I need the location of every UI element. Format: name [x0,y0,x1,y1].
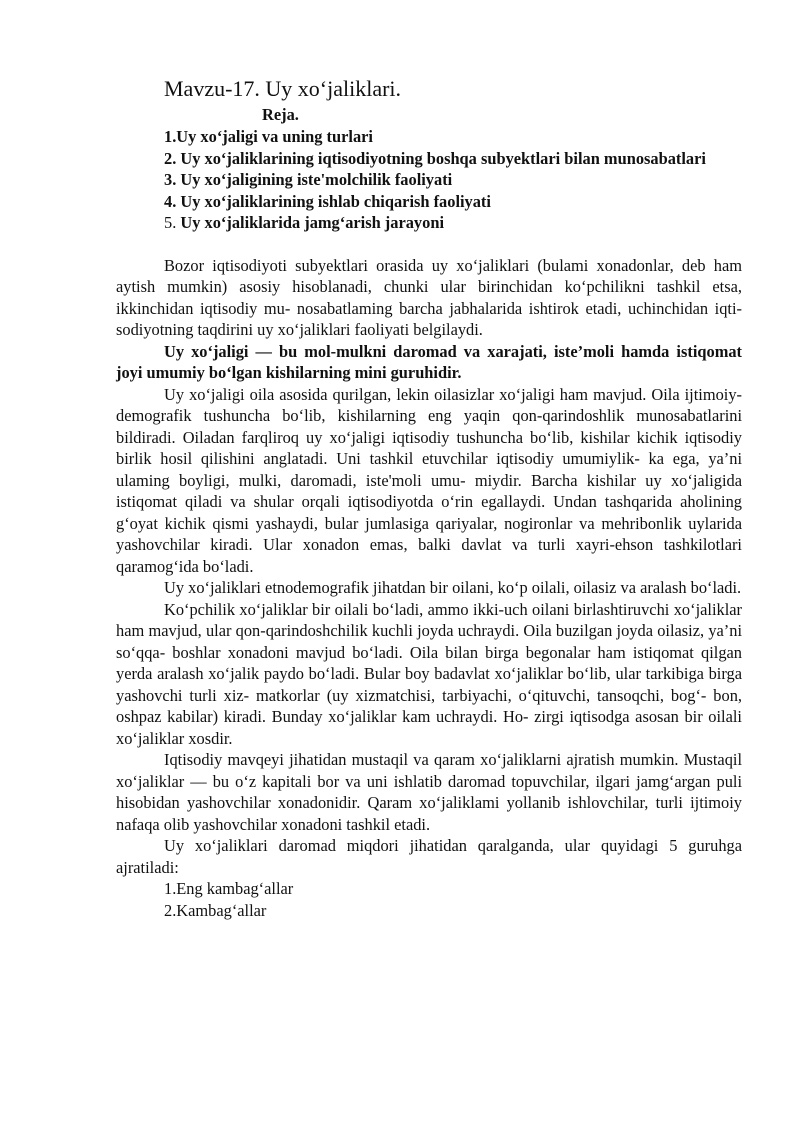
plan-item-5 [116,212,742,234]
plan-item-4: 4. Uy xo‘jaliklarining ishlab chiqarish faoliyati [164,191,491,211]
list-item-2: 2.Kambag‘allar [164,900,267,920]
paragraph-3: Uy xo‘jaligi oila asosida qurilgan, lekin oilasizlar xo‘jaligi ham mavjud. Oila ijtimoiy-demografik tushuncha bo‘lib, kishilarning eng yaqin qon-qarindoshlik munosabatlarini bildiradi. Oiladan farqliroq uy xo‘jaligi iqtisodiy tushuncha bo‘lib, kishilar kichik iqtisodiy birlik hosil qilishini anglatadi. Uni tashkil etuvchilar iqtisodiy umumiylik- ka ega, ya’ni ulaming boyligi, mulki, daromadi, iste'moli umu- miydir. Barcha kishilar uy xo‘jaligida istiqomat qiladi va shular orqali iqtisodiyotda o‘rin egallaydi. Undan tashqarida aholining g‘oyat kichik qismi yashaydi, bular jumlasiga qariyalar, nogironlar va mehribonlik uylarida yashovchilar kiradi. Ular xonadon emas, balki davlat va turli xayri-ehson tashkilotlari qaramog‘ida bo‘ladi. [116,384,742,576]
plan-item-1: 1.Uy xo‘jaligi va uning turlari [164,127,373,146]
spacer [116,234,742,255]
definition-paragraph: Uy xo‘jaligi — bu mol-mulkni daromad va xarajati, iste’moli hamda istiqomat joyi umumiy bo‘lgan kishilarning mini guruhidir. [116,341,742,382]
paragraph-7: Uy xo‘jaliklari daromad miqdori jihatidan qaralganda, ular quyidagi 5 guruhga ajratiladi: [116,836,742,877]
plan-item-3: 3. Uy xo‘jaligining iste'molchilik faoliyati [164,170,453,189]
plan-item-5-text: Uy xo‘jaliklarida jamg‘arish jarayoni [180,213,444,232]
paragraph-4: Uy xo‘jaliklari etnodemografik jihatdan bir oilani, ko‘p oilali, oilasiz va aralash bo‘ladi. [164,578,742,597]
plan-item-5-number: 5. [164,213,181,232]
plan-item-2: 2. Uy xo‘jaliklarining iqtisodiyotning boshqa subyektlari bilan munosabatlari [164,148,706,168]
list-item-1: 1.Eng kambag‘allar [164,879,294,898]
plan-heading: Reja. [262,105,299,124]
page-title: Mavzu-17. Uy xo‘jaliklari. [164,76,402,101]
paragraph-5: Ko‘pchilik xo‘jaliklar bir oilali bo‘ladi, ammo ikki-uch oilani birlashtiruvchi xo‘jaliklar ham mavjud, ular qon-qarindoshchilik kuchli joyda uchraydi. Oila buzilgan joyda oilasiz, ya’ni so‘qqa- boshlar xonadoni mavjud bo‘ladi. Oila bilan birga begonalar ham istiqomat qilgan yerda aralash xo‘jalik paydo bo‘ladi. Bular boy badavlat xo‘jaliklar bo‘lib, ular tarkibiga birga yashovchi turli xiz- matkorlar (uy xizmatchisi, tarbiyachi, o‘qituvchi, tansoqchi, bog‘- bon, oshpaz kabilar) kiradi. Bunday xo‘jaliklar kam uchraydi. Ho- zirgi iqtisodga asosan bir oilali xo‘jaliklar xosdir. [116,599,742,748]
document-page [116,74,742,921]
paragraph-1: Bozor iqtisodiyoti subyektlari orasida uy xo‘jaliklari (bulami xonadonlar, deb ham aytish mumkin) asosiy hisoblanadi, chunki ular birinchidan ko‘pchilikni tashkil etsa, ikkinchidan iqtisodiy mu- nosabatlaming barcha jabhalarida ishtirok etadi, uchinchidan iqti- sodiyotning taqdirini uy xo‘jaliklari faoliyati belgilaydi. [116,255,742,339]
paragraph-6: Iqtisodiy mavqeyi jihatidan mustaqil va qaram xo‘jaliklarni ajratish mumkin. Mustaqil xo‘jaliklar — bu o‘z kapitali bor va uni ishlatib daromad topuvchilar, ilgari jamg‘argan puli hisobidan yashovchilar xonadonidir. Qaram xo‘jaliklami yollanib ishlovchilar, turli ijtimoiy nafaqa olib yashovchilar xonadoni tashkil etadi. [116,750,742,834]
